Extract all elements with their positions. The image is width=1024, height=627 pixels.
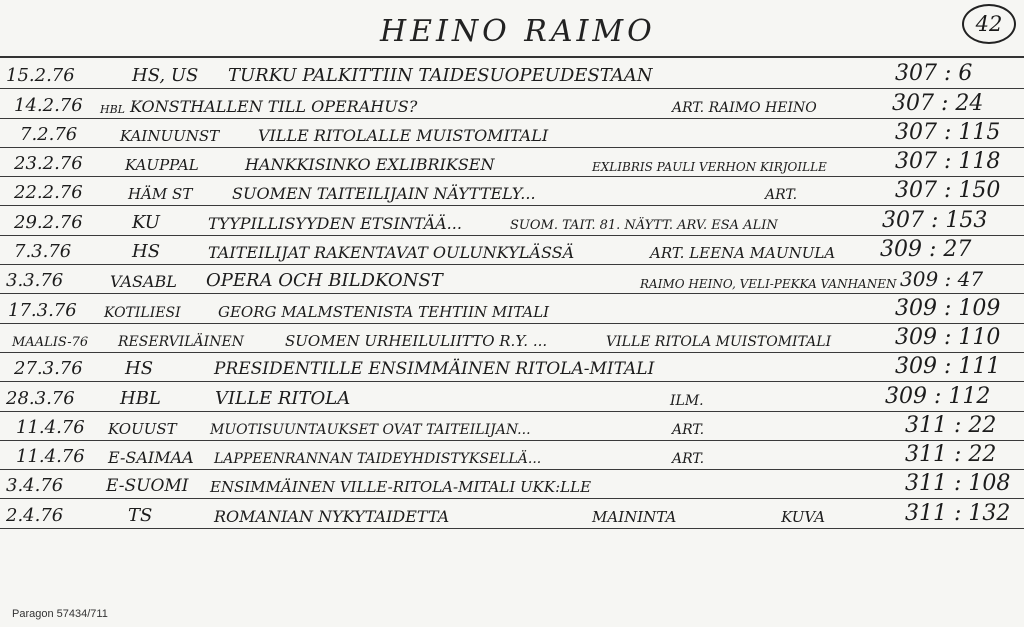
entry-source: VASABL	[110, 272, 177, 292]
entry-title: TAITEILIJAT RAKENTAVAT OULUNKYLÄSSÄ	[208, 243, 575, 263]
entry-row	[0, 177, 1024, 206]
entry-note: ART. LEENA MAUNULA	[650, 244, 836, 263]
entry-row	[0, 119, 1024, 148]
entry-note: MAININTA KUVA	[592, 507, 826, 526]
entries-list	[0, 60, 1024, 529]
entry-source: KOUUST	[108, 419, 177, 438]
header-divider	[0, 56, 1024, 58]
entry-date: 29.2.76	[14, 211, 83, 233]
entry-title: MUOTISUUNTAUKSET OVAT TAITEILIJAN...	[210, 421, 531, 438]
entry-row	[0, 499, 1024, 528]
entry-row	[0, 382, 1024, 411]
entry-ref: 311 : 22	[905, 412, 997, 438]
entry-title: GEORG MALMSTENISTA TEHTIIN MITALI	[218, 302, 550, 321]
entry-source: E-SAIMAA	[108, 448, 194, 468]
entry-ref: 311 : 132	[905, 500, 1011, 526]
entry-date: 11.4.76	[16, 416, 85, 438]
entry-row	[0, 324, 1024, 353]
entry-source: RESERVILÄINEN	[118, 333, 244, 350]
entry-note: SUOM. TAIT. 81. NÄYTT. ARV. ESA ALIN	[510, 217, 778, 233]
entry-title: SUOMEN URHEILULIITTO R.Y. ...	[285, 331, 548, 350]
entry-ref: 307 : 24	[892, 90, 984, 116]
entry-title: TURKU PALKITTIIN TAIDESUOPEUDESTAAN	[228, 65, 653, 87]
entry-row	[0, 441, 1024, 470]
entry-title: VILLE RITOLA	[215, 387, 351, 409]
entry-ref: 309 : 112	[885, 383, 991, 409]
entry-row	[0, 236, 1024, 265]
entry-source: HS	[132, 241, 161, 263]
entry-source: E-SUOMI	[106, 476, 189, 497]
entry-source: KAINUUNST	[120, 126, 220, 145]
entry-ref: 311 : 108	[905, 471, 1011, 497]
entry-title: VILLE RITOLALLE MUISTOMITALI	[258, 125, 549, 145]
entry-row	[0, 470, 1024, 499]
card-number-badge: 42	[962, 4, 1016, 44]
entry-note: VILLE RITOLA MUISTOMITALI	[606, 333, 832, 350]
entry-date: 23.2.76	[14, 153, 83, 175]
entry-title: PRESIDENTILLE ENSIMMÄINEN RITOLA-MITALI	[214, 359, 655, 380]
entry-ref: 309 : 47	[900, 267, 984, 292]
entry-title: SUOMEN TAITEILIJAIN NÄYTTELY...	[232, 184, 536, 204]
entry-row	[0, 89, 1024, 118]
entry-note: ART.	[765, 187, 798, 204]
entry-date: 14.2.76	[14, 94, 83, 116]
entry-date: 28.3.76	[6, 387, 75, 409]
entry-ref: 311 : 22	[905, 442, 997, 468]
entry-ref: 309 : 110	[895, 324, 1001, 350]
entry-note: ART. RAIMO HEINO	[672, 99, 817, 116]
entry-title: ENSIMMÄINEN VILLE-RITOLA-MITALI UKK:LLE	[210, 478, 592, 497]
entry-ref: 307 : 115	[895, 119, 1001, 145]
entry-date: 2.4.76	[6, 504, 64, 526]
entry-ref: 307 : 118	[895, 149, 1001, 175]
entry-title: LAPPEENRANNAN TAIDEYHDISTYKSELLÄ...	[214, 451, 542, 468]
entry-title: OPERA OCH BILDKONST	[206, 270, 443, 292]
entry-date: 15.2.76	[6, 65, 75, 87]
entry-source: HS	[125, 358, 154, 380]
entry-date: MAALIS-76	[12, 334, 89, 350]
entry-title: KONSTHALLEN TILL OPERAHUS?	[130, 96, 418, 116]
entry-source: HBL	[100, 102, 125, 116]
entry-source: TS	[128, 504, 153, 526]
entry-date: 22.2.76	[14, 182, 83, 204]
entry-source: KU	[132, 211, 160, 233]
entry-date: 11.4.76	[16, 446, 85, 468]
entry-source: HBL	[120, 387, 161, 409]
entry-source: KAUPPAL	[125, 156, 199, 175]
entry-date: 3.3.76	[6, 270, 64, 292]
entry-ref: 307 : 153	[882, 207, 988, 233]
entry-title: HANKKISINKO EXLIBRIKSEN	[245, 155, 495, 175]
entry-date: 7.3.76	[14, 241, 72, 263]
entry-date: 7.2.76	[20, 123, 78, 145]
entry-date: 3.4.76	[6, 475, 64, 497]
entry-ref: 309 : 109	[895, 295, 1001, 321]
entry-row	[0, 206, 1024, 235]
entry-note: ILM.	[670, 392, 704, 409]
entry-row	[0, 294, 1024, 323]
card-title: HEINO RAIMO	[380, 14, 656, 49]
entry-source: HS, US	[132, 65, 199, 87]
entry-row	[0, 412, 1024, 441]
entry-row	[0, 265, 1024, 294]
entry-ref: 307 : 6	[895, 61, 973, 87]
entry-row	[0, 353, 1024, 382]
entry-note: ART.	[672, 451, 705, 468]
entry-note: RAIMO HEINO, VELI-PEKKA VANHANEN	[640, 277, 897, 292]
entry-row	[0, 60, 1024, 89]
entry-date: 17.3.76	[8, 299, 77, 321]
card-footer: Paragon 57434/711	[12, 608, 108, 620]
entry-row	[0, 148, 1024, 177]
entry-ref: 307 : 150	[895, 178, 1001, 204]
entry-date: 27.3.76	[14, 358, 83, 380]
entry-title: TYYPILLISYYDEN ETSINTÄÄ...	[208, 213, 462, 233]
entry-source: HÄM ST	[128, 185, 193, 204]
entry-note: ART.	[672, 421, 705, 438]
entry-ref: 309 : 111	[895, 354, 1001, 380]
entry-note: EXLIBRIS PAULI VERHON KIRJOILLE	[592, 160, 827, 175]
entry-ref: 309 : 27	[880, 237, 972, 263]
entry-title: ROMANIAN NYKYTAIDETTA	[214, 506, 450, 526]
entry-source: KOTILIESI	[104, 304, 181, 321]
